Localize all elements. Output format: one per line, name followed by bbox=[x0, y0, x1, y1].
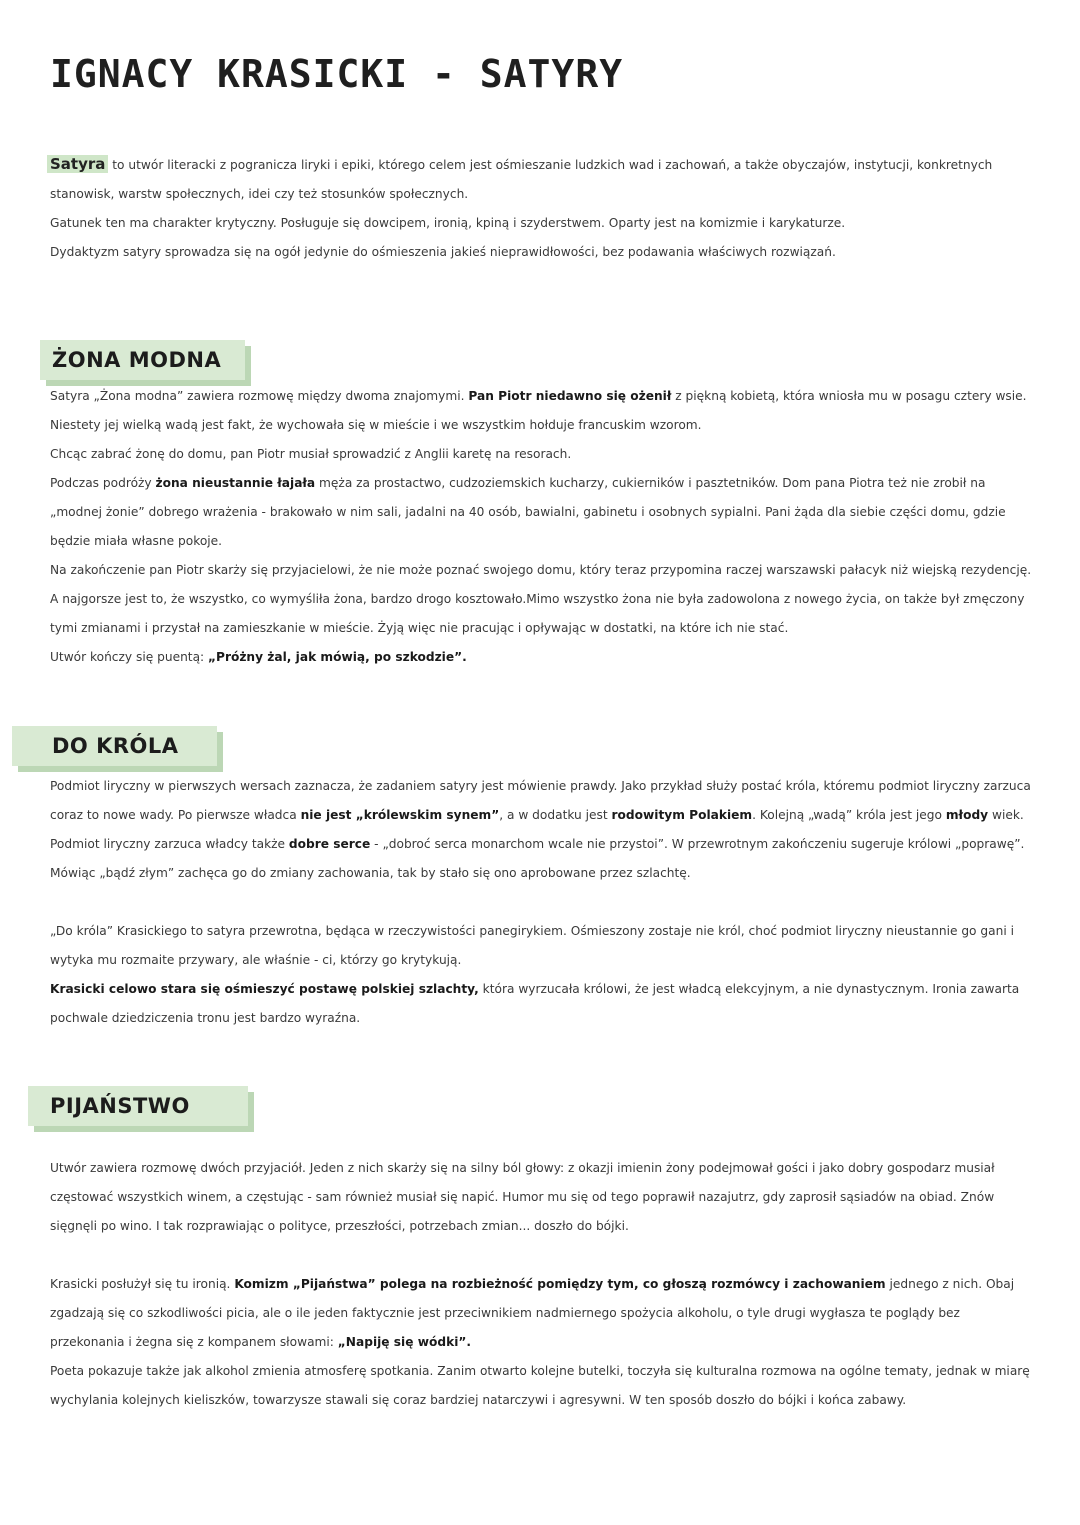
text-run: , a w dodatku jest bbox=[499, 808, 612, 822]
paragraph: Na zakończenie pan Piotr skarży się przyjacielowi, że nie może poznać swojego domu, który teraz przypomina raczej warszawski pałacyk niż wiejską rezydencję. A najgorsze jest to, że wszystko, co wymyśliła żona, bardzo drogo kosztowało.Mimo wszystko żona nie była zadowolona z nowego życia, on także był zmęczony tymi zmianami i przystał na zamieszkanie w mieście. Żyją więc nie pracując i opływając w dostatki, na które ich nie stać. bbox=[50, 563, 1032, 635]
section-body-zona-modna bbox=[50, 382, 1035, 672]
text-run: jednego z nich. Obaj zgadzają się co szkodliwości picia, ale o ile jeden faktycznie jest przeciwnikiem nadmiernego spożycia alkoholu, o tyle drugi wygłasza te poglądy bez przekonania i żegna się z kompanem słowami: bbox=[50, 1277, 1015, 1349]
paragraph bbox=[50, 1270, 1035, 1357]
text-run: Podczas podróży bbox=[50, 476, 156, 490]
bold-run: nie jest „królewskim synem” bbox=[300, 808, 500, 822]
paragraph bbox=[50, 469, 1035, 556]
section-heading-zona-modna bbox=[40, 340, 245, 380]
text-run: . Kolejną „wadą” króla jest jego bbox=[752, 808, 946, 822]
intro-block bbox=[50, 150, 1035, 267]
bold-run: „Próżny żal, jak mówią, po szkodzie”. bbox=[208, 650, 467, 664]
paragraph: Chcąc zabrać żonę do domu, pan Piotr musiał sprowadzić z Anglii karetę na resorach. bbox=[50, 447, 572, 461]
section-heading-label: ŻONA MODNA bbox=[52, 348, 222, 372]
bold-run: Komizm „Pijaństwa” polega na rozbieżność pomiędzy tym, co głoszą rozmówcy i zachowaniem bbox=[234, 1277, 886, 1291]
intro-paragraph-3: Dydaktyzm satyry sprowadza się na ogół jedynie do ośmieszenia jakieś nieprawidłowości, bez podawania właściwych rozwiązań. bbox=[50, 245, 836, 259]
paragraph bbox=[50, 382, 1035, 440]
text-run: męża za prostactwo, cudzoziemskich kucharzy, cukierników i pasztetników. Dom pana Piotra też nie zrobił na „modnej żonie” dobrego wrażenia - brakowało w nim sali, jadalni na 40 osób, bawialni, gabinetu i osobnych sypialni. Pani żąda dla siebie części domu, gdzie będzie miała własne pokoje. bbox=[50, 476, 1006, 548]
text-run: z piękną kobietą, która wniosła mu w posagu cztery wsie. Niestety jej wielką wadą jest fakt, że wychowała się w mieście i we wszystkim hołduje francuskim wzorom. bbox=[50, 389, 1027, 432]
section-heading-label: PIJAŃSTWO bbox=[50, 1094, 190, 1118]
text-run: która wyrzucała królowi, że jest władcą elekcyjnym, a nie dynastycznym. Ironia zawarta pochwale dziedziczenia tronu jest bardzo wyraźna. bbox=[50, 982, 1020, 1025]
paragraph: „Do króla” Krasickiego to satyra przewrotna, będąca w rzeczywistości panegirykiem. Ośmieszony zostaje nie król, choć podmiot liryczny nieustannie go gani i wytyka mu rozmaite przywary, ale właśnie - ci, którzy go krytykują. bbox=[50, 924, 1014, 967]
bold-run: żona nieustannie łajała bbox=[155, 476, 316, 490]
section-body-do-krola bbox=[50, 772, 1035, 1033]
bold-run: rodowitym Polakiem bbox=[611, 808, 753, 822]
section-heading-pijanstwo bbox=[28, 1086, 248, 1126]
bold-run: „Napiję się wódki”. bbox=[337, 1335, 472, 1349]
bold-run: dobre serce bbox=[288, 837, 371, 851]
section-heading-do-krola bbox=[12, 726, 217, 766]
bold-run: Krasicki celowo stara się ośmieszyć postawę polskiej szlachty, bbox=[50, 982, 479, 996]
text-run: - „dobroć serca monarchom wcale nie przystoi”. W przewrotnym zakończeniu sugeruje królowi „poprawę”. Mówiąc „bądź złym” zachęca go do zmiany zachowania, tak by stało się ono aprobowane przez szlachtę. bbox=[50, 837, 1025, 880]
intro-paragraph-2: Gatunek ten ma charakter krytyczny. Posługuje się dowcipem, ironią, kpiną i szyderstwem. Oparty jest na komizmie i karykaturze. bbox=[50, 216, 846, 230]
section-heading-label: DO KRÓLA bbox=[52, 734, 179, 758]
text-run: Krasicki posłużył się tu ironią. bbox=[50, 1277, 235, 1291]
text-run: wiek. Podmiot liryczny zarzuca władcy także bbox=[50, 808, 1024, 851]
paragraph: Utwór zawiera rozmowę dwóch przyjaciół. Jeden z nich skarży się na silny ból głowy: z okazji imienin żony podejmował gości i jako dobry gospodarz musiał częstować wszystkich winem, a częstując - sam również musiał się napić. Humor mu się od tego poprawił nazajutrz, gdy zaprosił sąsiadów na obiad. Znów sięgnęli po wino. I tak rozprawiając o polityce, przeszłości, potrzebach zmian... doszło do bójki. bbox=[50, 1161, 995, 1233]
paragraph bbox=[50, 975, 1035, 1033]
section-body-pijanstwo bbox=[50, 1154, 1035, 1415]
text-run: Satyra „Żona modna” zawiera rozmowę między dwoma znajomymi. bbox=[50, 389, 469, 403]
paragraph bbox=[50, 643, 1035, 672]
text-run: Utwór kończy się puentą: bbox=[50, 650, 209, 664]
intro-text: to utwór literacki z pogranicza liryki i epiki, którego celem jest ośmieszanie ludzkich wad i zachowań, a także obyczajów, instytucji, konkretnych stanowisk, warstw społecznych, idei czy też stosunków społecznych. bbox=[50, 158, 993, 201]
page-title: IGNACY KRASICKI - SATYRY bbox=[50, 52, 624, 96]
text-run: Podmiot liryczny w pierwszych wersach zaznacza, że zadaniem satyry jest mówienie prawdy. Jako przykład służy postać króla, któremu podmiot liryczny zarzuca coraz to nowe wady. Po pierwsze władca bbox=[50, 779, 1031, 822]
intro-paragraph-1 bbox=[50, 150, 1035, 209]
term-highlight: Satyra bbox=[47, 155, 108, 173]
paragraph bbox=[50, 772, 1035, 888]
bold-run: młody bbox=[945, 808, 989, 822]
paragraph: Poeta pokazuje także jak alkohol zmienia atmosferę spotkania. Zanim otwarto kolejne butelki, toczyła się kulturalna rozmowa na ogólne tematy, jednak w miarę wychylania kolejnych kieliszków, towarzysze stawali się coraz bardziej natarczywi i agresywni. W ten sposób doszło do bójki i końca zabawy. bbox=[50, 1364, 1030, 1407]
bold-run: Pan Piotr niedawno się ożenił bbox=[468, 389, 672, 403]
